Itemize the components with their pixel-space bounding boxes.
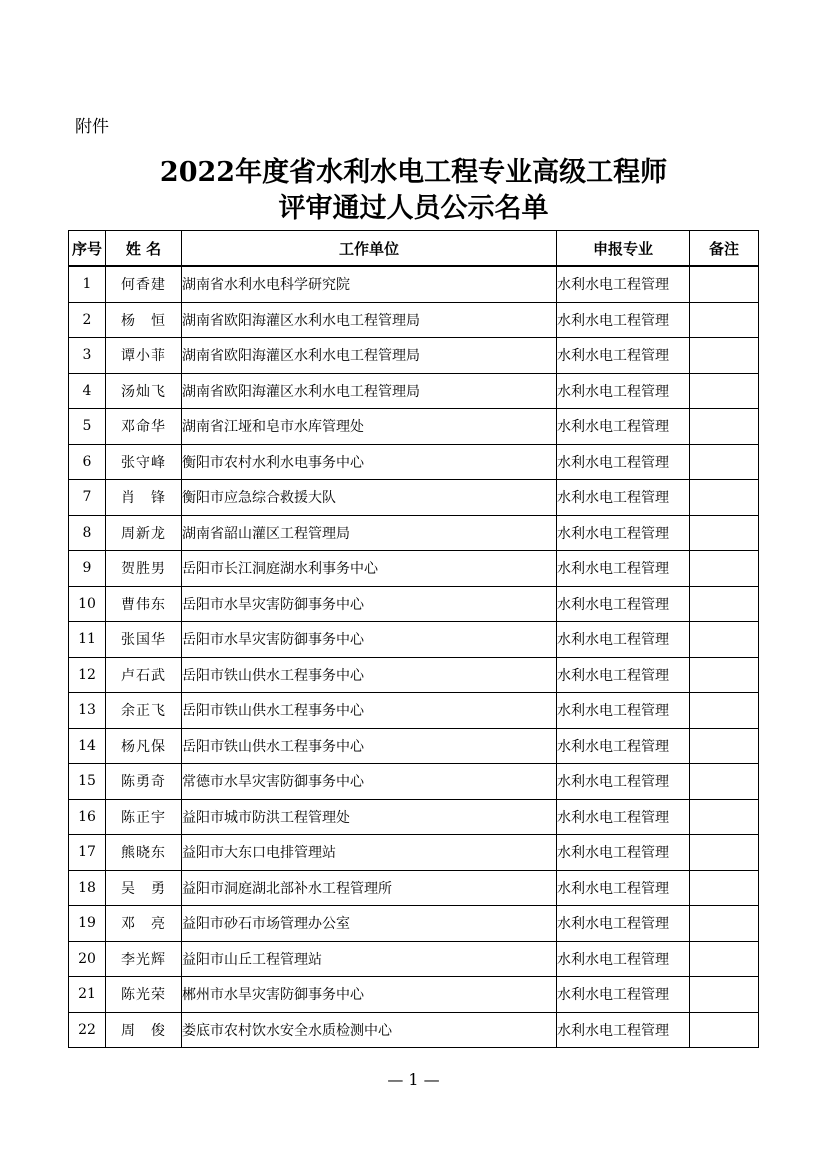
cell-note [690, 941, 759, 977]
cell-major: 水利水电工程管理 [557, 373, 690, 409]
cell-unit: 益阳市洞庭湖北部补水工程管理所 [182, 870, 557, 906]
document-title-line-2: 评审通过人员公示名单 [278, 193, 549, 224]
cell-index: 19 [69, 906, 106, 942]
cell-index: 20 [69, 941, 106, 977]
cell-index: 2 [69, 302, 106, 338]
cell-name: 谭小菲 [106, 338, 182, 374]
cell-note [690, 1012, 759, 1048]
cell-name: 肖 锋 [106, 480, 182, 516]
cell-index: 3 [69, 338, 106, 374]
table-header-row [69, 231, 759, 267]
cell-name: 陈勇奇 [106, 764, 182, 800]
cell-index: 18 [69, 870, 106, 906]
cell-index: 16 [69, 799, 106, 835]
cell-unit: 湖南省江垭和皂市水库管理处 [182, 409, 557, 445]
cell-unit: 益阳市砂石市场管理办公室 [182, 906, 557, 942]
attachment-label: 附件 [75, 117, 109, 137]
cell-unit: 岳阳市水旱灾害防御事务中心 [182, 622, 557, 658]
cell-note [690, 764, 759, 800]
cell-unit: 湖南省水利水电科学研究院 [182, 266, 557, 302]
cell-unit: 衡阳市应急综合救援大队 [182, 480, 557, 516]
cell-name: 汤灿飞 [106, 373, 182, 409]
cell-unit: 常德市水旱灾害防御事务中心 [182, 764, 557, 800]
cell-unit: 益阳市大东口电排管理站 [182, 835, 557, 871]
table-row [69, 586, 759, 622]
cell-major: 水利水电工程管理 [557, 266, 690, 302]
cell-name: 卢石武 [106, 657, 182, 693]
cell-major: 水利水电工程管理 [557, 657, 690, 693]
cell-index: 12 [69, 657, 106, 693]
table-row [69, 338, 759, 374]
cell-note [690, 622, 759, 658]
cell-name: 周 俊 [106, 1012, 182, 1048]
cell-name: 杨凡保 [106, 728, 182, 764]
cell-note [690, 728, 759, 764]
cell-name: 张守峰 [106, 444, 182, 480]
table-row [69, 977, 759, 1013]
cell-index: 13 [69, 693, 106, 729]
table-row [69, 1012, 759, 1048]
cell-major: 水利水电工程管理 [557, 622, 690, 658]
cell-name: 邓 亮 [106, 906, 182, 942]
table-row [69, 906, 759, 942]
cell-index: 5 [69, 409, 106, 445]
cell-unit: 岳阳市水旱灾害防御事务中心 [182, 586, 557, 622]
cell-index: 15 [69, 764, 106, 800]
cell-major: 水利水电工程管理 [557, 1012, 690, 1048]
cell-name: 吴 勇 [106, 870, 182, 906]
table-row [69, 266, 759, 302]
cell-unit: 益阳市山丘工程管理站 [182, 941, 557, 977]
cell-note [690, 586, 759, 622]
cell-unit: 郴州市水旱灾害防御事务中心 [182, 977, 557, 1013]
cell-major: 水利水电工程管理 [557, 764, 690, 800]
cell-major: 水利水电工程管理 [557, 941, 690, 977]
cell-note [690, 977, 759, 1013]
cell-index: 10 [69, 586, 106, 622]
cell-unit: 岳阳市铁山供水工程事务中心 [182, 728, 557, 764]
table-row [69, 373, 759, 409]
cell-major: 水利水电工程管理 [557, 728, 690, 764]
cell-major: 水利水电工程管理 [557, 409, 690, 445]
cell-note [690, 657, 759, 693]
cell-unit: 湖南省欧阳海灌区水利水电工程管理局 [182, 302, 557, 338]
cell-unit: 岳阳市长江洞庭湖水利事务中心 [182, 551, 557, 587]
cell-major: 水利水电工程管理 [557, 870, 690, 906]
table-row [69, 870, 759, 906]
cell-name: 周新龙 [106, 515, 182, 551]
cell-name: 熊晓东 [106, 835, 182, 871]
cell-index: 22 [69, 1012, 106, 1048]
table-row [69, 835, 759, 871]
cell-index: 4 [69, 373, 106, 409]
header-index: 序号 [69, 231, 106, 267]
cell-name: 李光辉 [106, 941, 182, 977]
cell-name: 贺胜男 [106, 551, 182, 587]
cell-name: 邓命华 [106, 409, 182, 445]
cell-unit: 衡阳市农村水利水电事务中心 [182, 444, 557, 480]
cell-note [690, 835, 759, 871]
table-row [69, 693, 759, 729]
cell-unit: 湖南省欧阳海灌区水利水电工程管理局 [182, 338, 557, 374]
cell-major: 水利水电工程管理 [557, 444, 690, 480]
cell-major: 水利水电工程管理 [557, 799, 690, 835]
cell-unit: 岳阳市铁山供水工程事务中心 [182, 657, 557, 693]
cell-note [690, 480, 759, 516]
cell-major: 水利水电工程管理 [557, 515, 690, 551]
cell-name: 曹伟东 [106, 586, 182, 622]
cell-note [690, 906, 759, 942]
table-body [69, 266, 759, 1048]
cell-note [690, 338, 759, 374]
cell-name: 何香建 [106, 266, 182, 302]
header-note: 备注 [690, 231, 759, 267]
header-major: 申报专业 [557, 231, 690, 267]
cell-note [690, 302, 759, 338]
cell-note [690, 693, 759, 729]
cell-note [690, 799, 759, 835]
cell-unit: 岳阳市铁山供水工程事务中心 [182, 693, 557, 729]
table-row [69, 799, 759, 835]
cell-index: 1 [69, 266, 106, 302]
page-number: — 1 — [387, 1070, 440, 1089]
cell-unit: 益阳市城市防洪工程管理处 [182, 799, 557, 835]
table-row [69, 764, 759, 800]
cell-name: 张国华 [106, 622, 182, 658]
cell-note [690, 515, 759, 551]
table-row [69, 728, 759, 764]
cell-major: 水利水电工程管理 [557, 586, 690, 622]
cell-major: 水利水电工程管理 [557, 835, 690, 871]
cell-note [690, 373, 759, 409]
table-row [69, 409, 759, 445]
cell-unit: 湖南省韶山灌区工程管理局 [182, 515, 557, 551]
roster-table [68, 230, 759, 1048]
cell-note [690, 444, 759, 480]
cell-major: 水利水电工程管理 [557, 338, 690, 374]
cell-index: 21 [69, 977, 106, 1013]
cell-unit: 娄底市农村饮水安全水质检测中心 [182, 1012, 557, 1048]
cell-name: 杨 恒 [106, 302, 182, 338]
cell-name: 余正飞 [106, 693, 182, 729]
cell-index: 8 [69, 515, 106, 551]
table-row [69, 515, 759, 551]
cell-unit: 湖南省欧阳海灌区水利水电工程管理局 [182, 373, 557, 409]
cell-major: 水利水电工程管理 [557, 906, 690, 942]
cell-name: 陈正宇 [106, 799, 182, 835]
cell-major: 水利水电工程管理 [557, 551, 690, 587]
cell-name: 陈光荣 [106, 977, 182, 1013]
header-name: 姓 名 [106, 231, 182, 267]
table-row [69, 551, 759, 587]
cell-note [690, 551, 759, 587]
table-row [69, 480, 759, 516]
cell-index: 14 [69, 728, 106, 764]
cell-index: 9 [69, 551, 106, 587]
cell-note [690, 870, 759, 906]
cell-note [690, 266, 759, 302]
cell-index: 6 [69, 444, 106, 480]
header-unit: 工作单位 [182, 231, 557, 267]
table-row [69, 657, 759, 693]
document-title-line-1: 2022年度省水利水电工程专业高级工程师 [159, 157, 668, 188]
cell-index: 11 [69, 622, 106, 658]
cell-major: 水利水电工程管理 [557, 480, 690, 516]
cell-note [690, 409, 759, 445]
cell-major: 水利水电工程管理 [557, 693, 690, 729]
table-row [69, 941, 759, 977]
cell-major: 水利水电工程管理 [557, 977, 690, 1013]
cell-major: 水利水电工程管理 [557, 302, 690, 338]
cell-index: 17 [69, 835, 106, 871]
table-row [69, 444, 759, 480]
table-row [69, 302, 759, 338]
cell-index: 7 [69, 480, 106, 516]
table-row [69, 622, 759, 658]
